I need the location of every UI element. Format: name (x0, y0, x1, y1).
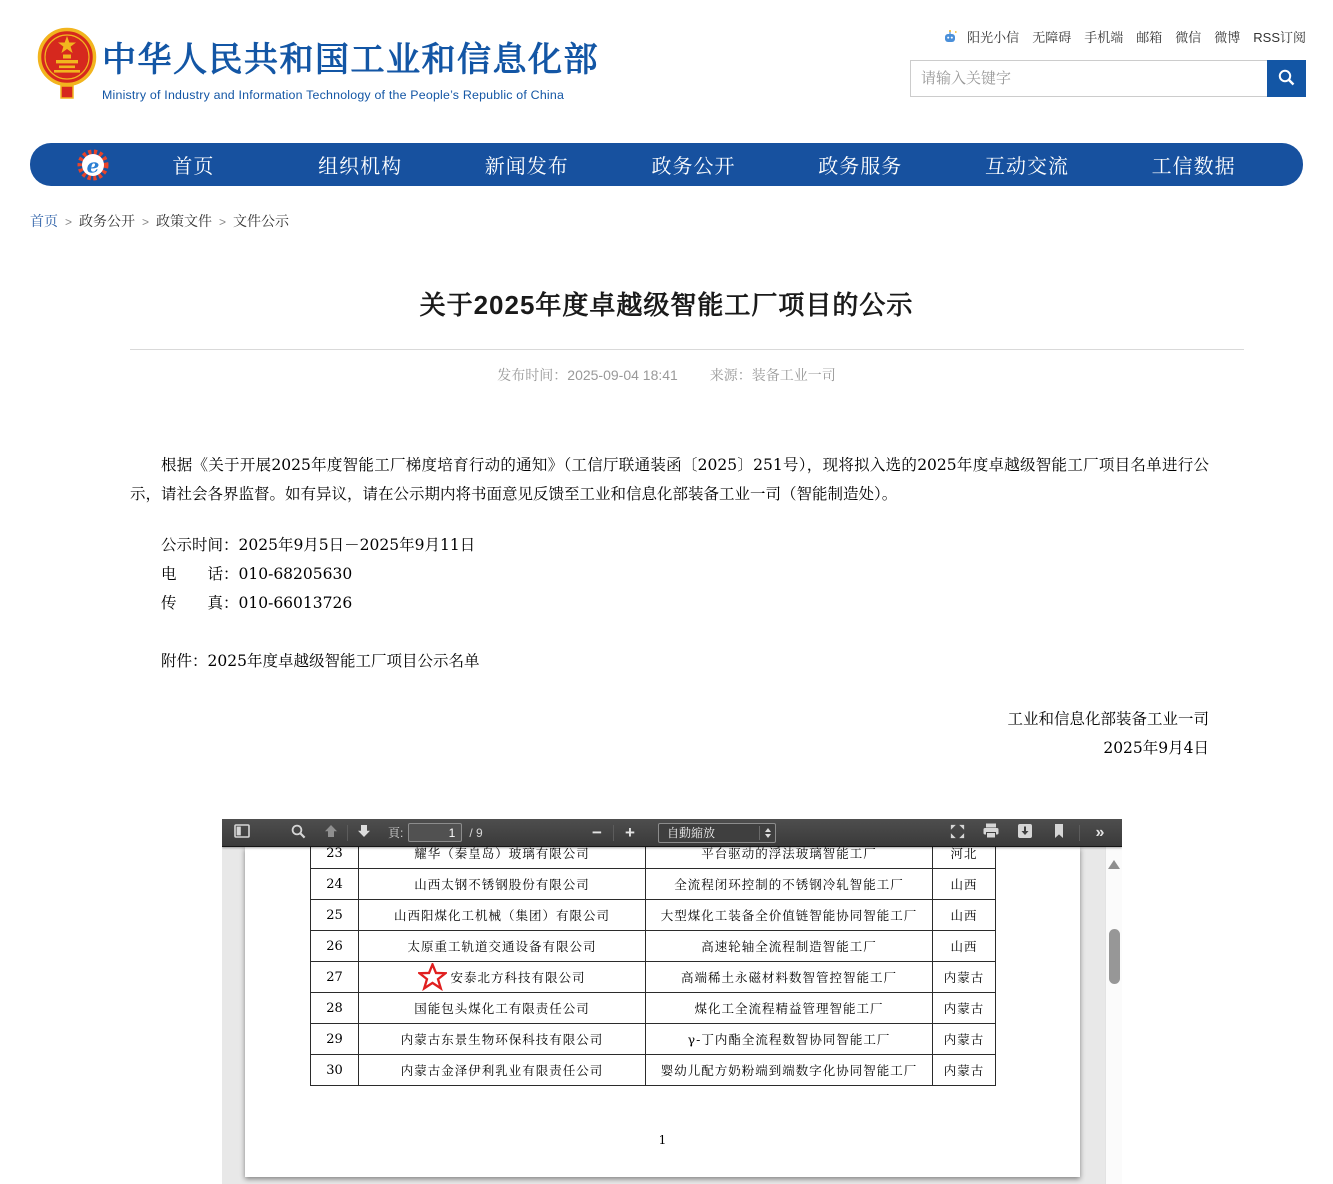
nav-item-3[interactable]: 政务公开 (651, 156, 736, 178)
cell-number: 23 (311, 847, 359, 869)
cell-company: 山西阳煤化工机械（集团）有限公司 (359, 900, 646, 931)
cell-region: 河北 (933, 847, 996, 869)
article-meta (0, 365, 1333, 385)
breadcrumb-item-1[interactable]: 政务公开 (79, 213, 136, 229)
pdf-toolbar (222, 819, 1122, 847)
pdf-content-area (222, 847, 1122, 1184)
quick-link-1[interactable]: 无障碍 (1032, 30, 1072, 45)
site-title: 中华人民共和国工业和信息化部 (102, 41, 599, 79)
cell-company: 山西太钢不锈钢股份有限公司 (359, 869, 646, 900)
paragraph: 根据《关于开展2025年度智能工厂梯度培育行动的通知》（工信厅联通装函〔2025〕251号），现将拟入选的2025年度卓越级智能工厂项目名单进行公示，请社会各界监督。如有异议，请在公示期内将书面意见反馈至工业和信息化部装备工业一司（智能制造处）。 (130, 456, 1209, 503)
cell-region: 山西 (933, 931, 996, 962)
pdf-page-number: 1 (658, 1133, 667, 1147)
pdf-viewer (222, 819, 1122, 1184)
page-title: 关于2025年度卓越级智能工厂项目的公示 (419, 290, 914, 320)
company-name: 安泰北方科技有限公司 (450, 970, 586, 985)
bookmark-icon (1051, 823, 1067, 842)
cell-region: 内蒙古 (933, 962, 996, 993)
zoom-out-icon: − (592, 823, 602, 842)
table-row (311, 1055, 996, 1086)
quick-link-5[interactable]: 微博 (1214, 30, 1241, 45)
signature: 工业和信息化部装备工业一司 (1007, 710, 1209, 728)
cell-number: 25 (311, 900, 359, 931)
scale-select[interactable] (658, 823, 776, 843)
quick-link-6[interactable]: RSS订阅 (1253, 30, 1306, 45)
breadcrumb (30, 211, 1333, 231)
breadcrumb-separator: > (65, 215, 73, 229)
presentation-mode-icon (949, 823, 966, 843)
article-body (130, 451, 1209, 763)
table-row (311, 900, 996, 931)
main-nav (30, 143, 1303, 186)
cell-region: 内蒙古 (933, 1055, 996, 1086)
xiaoxin-icon (942, 29, 958, 45)
cell-company (359, 962, 646, 993)
source: 来源：装备工业一司 (709, 367, 836, 383)
signature-date: 2025年9月4日 (1103, 739, 1209, 757)
nav-item-1[interactable]: 组织机构 (318, 156, 403, 178)
nav-item-2[interactable]: 新闻发布 (484, 156, 569, 178)
star-annotation-icon (418, 963, 447, 991)
cell-number: 30 (311, 1055, 359, 1086)
find-button[interactable] (286, 821, 310, 845)
quick-link-4[interactable]: 微信 (1175, 30, 1202, 45)
scale-select-value: 自動縮放 (667, 826, 716, 840)
more-tools-button[interactable] (1088, 821, 1112, 845)
national-emblem-logo (36, 24, 98, 107)
print-icon (982, 822, 1000, 843)
quick-link-2[interactable]: 手机端 (1084, 30, 1124, 45)
smart-factory-table (310, 847, 996, 1086)
gear-e-logo-icon (76, 148, 110, 182)
title-divider (130, 349, 1244, 350)
fax-line: 传 真：010-66013726 (161, 594, 353, 612)
page-up-button[interactable] (319, 821, 343, 845)
page-total: / 9 (469, 825, 483, 840)
page-label: 頁: (388, 826, 404, 840)
publish-time: 发布时间：2025-09-04 18:41 (497, 367, 678, 383)
cell-project: 大型煤化工装备全价值链智能协同智能工厂 (646, 900, 933, 931)
sidebar-toggle-icon (233, 822, 251, 843)
cell-region: 山西 (933, 869, 996, 900)
svg-text:e: e (86, 153, 100, 177)
pdf-scrollbar[interactable] (1105, 847, 1122, 1184)
table-row (311, 962, 996, 993)
cell-number: 29 (311, 1024, 359, 1055)
cell-company: 内蒙古金泽伊利乳业有限责任公司 (359, 1055, 646, 1086)
quick-link-0[interactable]: 阳光小信 (967, 30, 1020, 45)
site-header (0, 0, 1333, 135)
cell-region: 山西 (933, 900, 996, 931)
cell-company: 国能包头煤化工有限责任公司 (359, 993, 646, 1024)
pdf-page (245, 847, 1080, 1177)
zoom-in-icon: + (625, 823, 635, 842)
breadcrumb-item-2[interactable]: 政策文件 (156, 213, 213, 229)
page-up-icon (322, 822, 340, 843)
spinner-icon (759, 826, 771, 840)
scroll-up-icon[interactable] (1108, 860, 1120, 869)
breadcrumb-item-0[interactable]: 首页 (30, 213, 58, 229)
cell-project: γ-丁内酯全流程数智协同智能工厂 (646, 1024, 933, 1055)
cell-project: 煤化工全流程精益管理智能工厂 (646, 993, 933, 1024)
bookmark-button[interactable] (1047, 821, 1071, 845)
page-number-input[interactable] (408, 823, 462, 842)
site-subtitle: Ministry of Industry and Information Technology of the People’s Republic of China (102, 88, 565, 102)
cell-number: 28 (311, 993, 359, 1024)
cell-number: 24 (311, 869, 359, 900)
table-row (311, 993, 996, 1024)
nav-item-0[interactable]: 首页 (172, 156, 215, 178)
zoom-in-button[interactable] (618, 821, 642, 845)
nav-item-4[interactable]: 政务服务 (818, 156, 903, 178)
search-box (910, 60, 1306, 97)
cell-project: 高速轮轴全流程制造智能工厂 (646, 931, 933, 962)
download-icon (1016, 822, 1034, 843)
nav-item-6[interactable]: 工信数据 (1151, 156, 1236, 178)
cell-project: 平台驱动的浮法玻璃智能工厂 (646, 847, 933, 869)
phone-line: 电 话：010-68205630 (161, 565, 353, 583)
print-button[interactable] (979, 821, 1003, 845)
article (0, 285, 1333, 1184)
quick-link-3[interactable]: 邮箱 (1136, 30, 1163, 45)
presentation-mode-button[interactable] (945, 821, 969, 845)
cell-number: 26 (311, 931, 359, 962)
table-row (311, 847, 996, 869)
cell-company: 内蒙古东景生物环保科技有限公司 (359, 1024, 646, 1055)
cell-company: 太原重工轨道交通设备有限公司 (359, 931, 646, 962)
quick-links (910, 27, 1306, 46)
attachment-link[interactable]: 附件：2025年度卓越级智能工厂项目公示名单 (161, 652, 480, 670)
scrollbar-thumb[interactable] (1109, 929, 1120, 984)
table-row (311, 931, 996, 962)
search-button[interactable] (1267, 60, 1306, 97)
cell-project: 高端稀土永磁材料数智管控智能工厂 (646, 962, 933, 993)
table-row (311, 869, 996, 900)
breadcrumb-separator: > (219, 215, 227, 229)
cell-region: 内蒙古 (933, 993, 996, 1024)
cell-number: 27 (311, 962, 359, 993)
download-button[interactable] (1013, 821, 1037, 845)
page-down-icon (355, 822, 373, 843)
sidebar-toggle-button[interactable] (230, 821, 254, 845)
cell-project: 全流程闭环控制的不锈钢冷轧智能工厂 (646, 869, 933, 900)
cell-project: 婴幼儿配方奶粉端到端数字化协同智能工厂 (646, 1055, 933, 1086)
zoom-out-button[interactable] (585, 821, 609, 845)
breadcrumb-separator: > (142, 215, 150, 229)
publicity-period-line: 公示时间：2025年9月5日－2025年9月11日 (161, 536, 476, 554)
breadcrumb-item-3: 文件公示 (233, 213, 290, 229)
cell-region: 内蒙古 (933, 1024, 996, 1055)
cell-company: 耀华（秦皇岛）玻璃有限公司 (359, 847, 646, 869)
search-icon (1277, 68, 1296, 90)
more-tools-icon: » (1095, 823, 1105, 841)
nav-item-5[interactable]: 互动交流 (984, 156, 1069, 178)
find-icon (290, 823, 307, 843)
search-input[interactable] (910, 60, 1267, 97)
page-down-button[interactable] (352, 821, 376, 845)
table-row (311, 1024, 996, 1055)
